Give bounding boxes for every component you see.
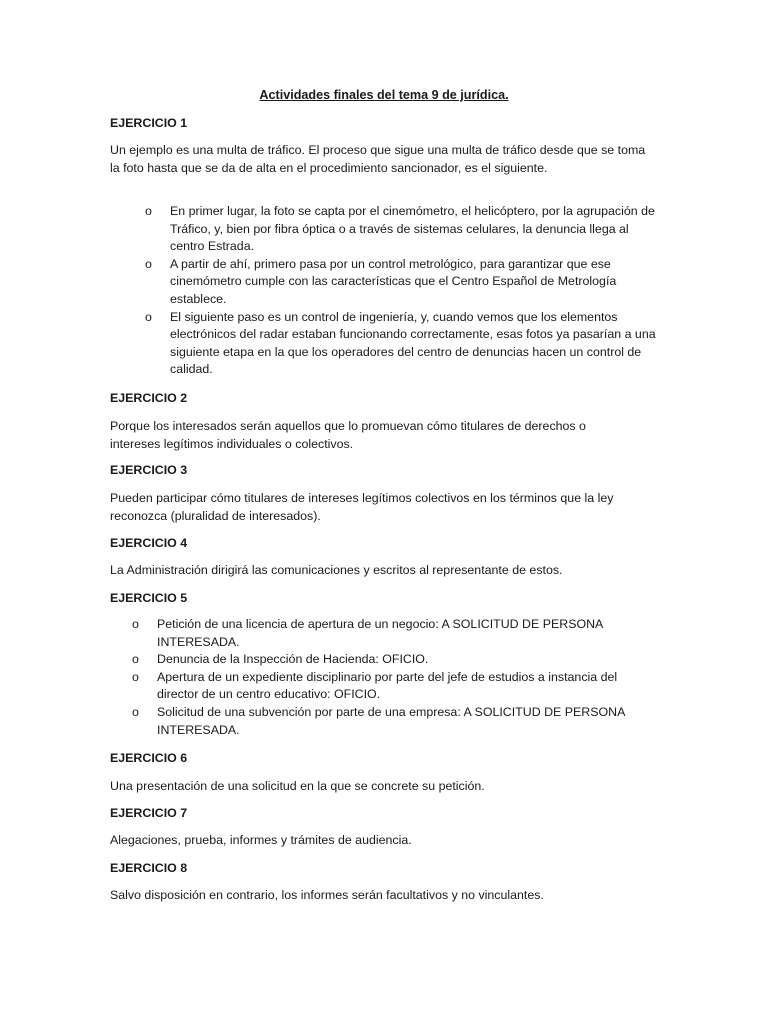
list-item-text: A partir de ahí, primero pasa por un control metrológico, para garantizar que ese cinemómetro cumple con las características que el Centro Español de Metrología establece. [170, 256, 617, 306]
bullet-marker: o [132, 617, 139, 631]
list-item [132, 704, 652, 739]
ejercicio-1-heading: EJERCICIO 1 [110, 116, 188, 130]
bullet-marker: o [145, 256, 152, 271]
list-item-text: Denuncia de la Inspección de Hacienda: OFICIO. [157, 652, 429, 667]
list-item-text: Solicitud de una subvención por parte de una empresa: A SOLICITUD DE PERSONA INTERESADA. [157, 704, 625, 737]
list-item [145, 309, 665, 379]
document-title: Actividades finales del tema 9 de jurídica. [259, 88, 509, 102]
ejercicio-1-intro: Un ejemplo es una multa de tráfico. El proceso que sigue una multa de tráfico desde que se toma la foto hasta que se da de alta en el procedimiento sancionador, es el siguiente. [110, 143, 646, 175]
list-item [145, 203, 665, 256]
ejercicio-3-heading: EJERCICIO 3 [110, 463, 188, 477]
list-item-text: En primer lugar, la foto se capta por el cinemómetro, el helicóptero, por la agrupación de Tráfico, y, bien por fibra óptica o a través de sistemas celulares, la denuncia llega al centro Estrada. [170, 204, 655, 254]
ejercicio-8-text: Salvo disposición en contrario, los informes serán facultativos y no vinculantes. [110, 888, 544, 902]
list-item-text: El siguiente paso es un control de ingeniería, y, cuando vemos que los elementos electrónicos del radar estaban funcionando correctamente, esas fotos ya pasarían a una siguiente etapa en la que los operadores del centro de denuncias hacen un control de calidad. [170, 309, 656, 377]
ejercicio-1-list [145, 203, 665, 379]
ejercicio-5-heading: EJERCICIO 5 [110, 591, 188, 605]
list-item [132, 651, 652, 669]
ejercicio-6-heading: EJERCICIO 6 [110, 751, 188, 765]
list-item-text: Petición de una licencia de apertura de un negocio: A SOLICITUD DE PERSONA INTERESADA. [157, 617, 603, 649]
ejercicio-4-text: La Administración dirigirá las comunicaciones y escritos al representante de estos. [110, 563, 563, 577]
ejercicio-7-heading: EJERCICIO 7 [110, 806, 188, 820]
bullet-marker: o [132, 669, 139, 684]
ejercicio-5-list [132, 616, 652, 739]
ejercicio-8-heading: EJERCICIO 8 [110, 861, 188, 875]
list-item [132, 616, 652, 651]
list-item-text: Apertura de un expediente disciplinario por parte del jefe de estudios a instancia del director de un centro educativo: OFICIO. [157, 669, 618, 702]
ejercicio-7-text: Alegaciones, prueba, informes y trámites de audiencia. [110, 833, 412, 847]
list-item [145, 256, 665, 309]
bullet-marker: o [132, 704, 139, 719]
ejercicio-2-heading: EJERCICIO 2 [110, 391, 188, 405]
ejercicio-3-text: Pueden participar cómo titulares de intereses legítimos colectivos en los términos que la ley reconozca (pluralidad de interesados). [110, 491, 614, 523]
list-item [132, 669, 652, 704]
bullet-marker: o [132, 652, 139, 667]
ejercicio-2-text: Porque los interesados serán aquellos que lo promuevan cómo titulares de derechos o intereses legítimos individuales o colectivos. [110, 419, 586, 451]
bullet-marker: o [145, 204, 152, 218]
ejercicio-4-heading: EJERCICIO 4 [110, 536, 188, 550]
bullet-marker: o [145, 309, 152, 324]
ejercicio-6-text: Una presentación de una solicitud en la que se concrete su petición. [110, 779, 485, 793]
